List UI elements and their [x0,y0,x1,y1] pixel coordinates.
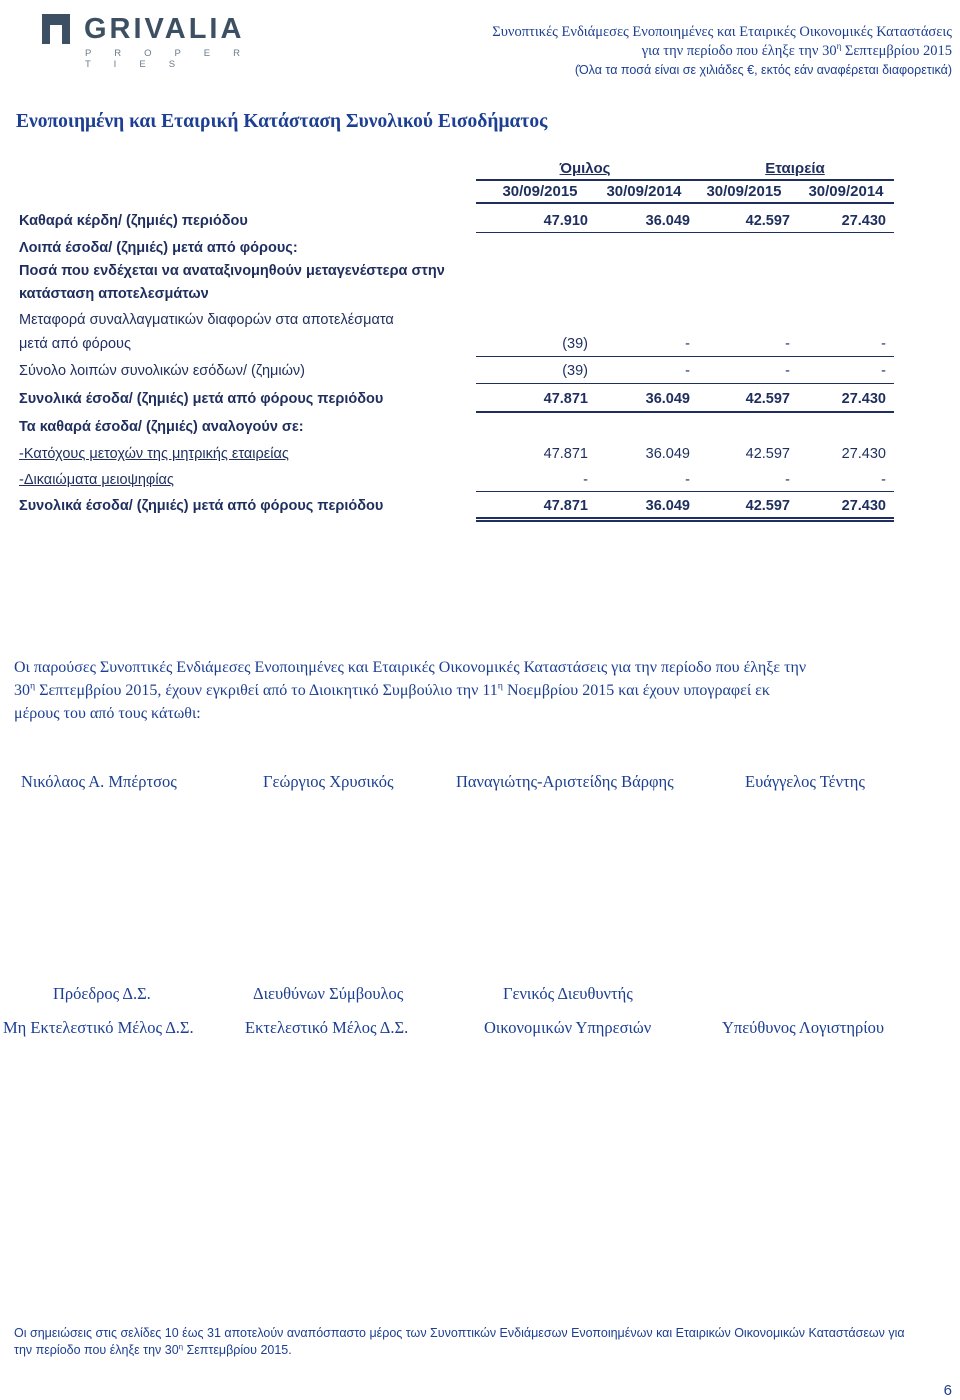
row-value: - [785,363,790,379]
group-header-omilos: Όμιλος [559,160,611,177]
signatory-role: Γενικός Διευθυντής [503,984,633,1003]
row-value: 42.597 [745,446,790,462]
header-rule [476,179,894,181]
row-value: 47.871 [543,498,588,514]
row-value: 47.871 [543,391,588,407]
paragraph-line: Οι παρούσες Συνοπτικές Ενδιάμεσες Ενοποιημένες και Εταιρικές Οικονομικές Καταστάσεις για την περίοδο που έληξε την [14,659,807,676]
row-label: κατάσταση αποτελεσμάτων [19,286,209,302]
footer-note [14,1325,954,1359]
row-value: 36.049 [645,391,690,407]
paragraph-line: μέρους του από τους κάτωθι: [14,705,201,722]
date-header: 30/09/2015 [502,183,578,200]
row-rule [476,356,894,357]
row-label: Συνολικά έσοδα/ (ζημιές) μετά από φόρους περιόδου [19,391,384,407]
row-value: 27.430 [841,446,886,462]
signatory-role: Εκτελεστικό Μέλος Δ.Σ. [245,1018,409,1037]
signatory-name: Γεώργιος Χρυσικός [263,772,394,791]
row-value: 27.430 [841,498,886,514]
row-value: - [881,363,886,379]
row-value: - [785,472,790,488]
signatory-role: Πρόεδρος Δ.Σ. [53,984,151,1003]
group-header-etaireia: Εταιρεία [765,160,825,177]
row-label: Συνολικά έσοδα/ (ζημιές) μετά από φόρους περιόδου [19,498,384,514]
row-label: Λοιπά έσοδα/ (ζημιές) μετά από φόρους: [19,240,298,256]
row-label: -Δικαιώματα μειοψηφίας [19,472,174,488]
row-value: - [685,472,690,488]
header-line-2: για την περίοδο που έληξε την $30^\eta$ Σεπτεμβρίου 2015 [641,41,952,59]
row-rule [476,491,894,492]
signatory-role: Υπεύθυνος Λογιστηρίου [722,1018,885,1037]
logo-name: GRIVALIA [84,13,245,45]
date-header: 30/09/2014 [606,183,682,200]
date-header: 30/09/2014 [808,183,884,200]
footer-line: Οι σημειώσεις στις σελίδες 10 έως 31 αποτελούν αναπόσπαστο μέρος των Συνοπτικών Ενδιάμεσων Ενοποιημένων και Εταιρικών Οικονομικών Καταστάσεων για [14,1326,905,1340]
signatory-name: Παναγιώτης-Αριστείδης Βάρφης [456,772,674,791]
page-title: Ενοποιημένη και Εταιρική Κατάσταση Συνολικού Εισοδήματος [16,111,548,132]
row-value: 27.430 [841,213,886,229]
row-value: (39) [562,336,588,352]
row-rule [476,517,894,519]
row-value: 42.597 [745,391,790,407]
approval-paragraph [14,656,934,725]
row-label: Τα καθαρά έσοδα/ (ζημιές) αναλογούν σε: [19,419,304,435]
signatory-role: Διευθύνων Σύμβουλος [253,984,404,1003]
row-rule [476,383,894,384]
signatory-role: Μη Εκτελεστικό Μέλος Δ.Σ. [3,1018,194,1037]
row-value: 42.597 [745,213,790,229]
row-value: - [881,336,886,352]
row-value: 42.597 [745,498,790,514]
row-rule [476,520,894,522]
logo-subname: P R O P E R T I E S [85,48,251,70]
company-logo [42,10,252,70]
row-value: 36.049 [645,213,690,229]
row-value: - [685,336,690,352]
row-value: - [583,472,588,488]
row-rule [476,232,894,233]
row-value: - [685,363,690,379]
row-value: 27.430 [841,391,886,407]
paragraph-line: $30^\eta$ Σεπτεμβρίου 2015, έχουν εγκριθεί από το Διοικητικό Συμβούλιο την $11^\eta$ Νοεμβρίου 2015 και έχουν υπογραφεί εκ [14,680,770,699]
row-label: Καθαρά κέρδη/ (ζημιές) περιόδου [19,213,248,229]
row-value: (39) [562,363,588,379]
signatory-role: Οικονομικών Υπηρεσιών [484,1018,652,1037]
row-rule [476,411,894,413]
row-value: - [881,472,886,488]
row-value: 36.049 [645,446,690,462]
row-label: Μεταφορά συναλλαγματικών διαφορών στα αποτελέσματα [19,312,394,328]
row-label: Ποσά που ενδέχεται να αναταξινομηθούν μεταγενέστερα στην [19,263,445,279]
signatory-name: Νικόλαος Α. Μπέρτσος [21,772,177,791]
signatory-name: Ευάγγελος Τέντης [745,772,865,791]
page-number: 6 [943,1382,952,1399]
row-value: 36.049 [645,498,690,514]
header-line-3: (Όλα τα ποσά είναι σε χιλιάδες €, εκτός εάν αναφέρεται διαφορετικά) [574,63,952,77]
row-label: μετά από φόρους [19,336,131,352]
row-value: 47.910 [543,213,588,229]
row-label: -Κατόχους μετοχών της μητρικής εταιρείας [19,446,289,462]
row-value: - [785,336,790,352]
logo-mark-icon [42,14,70,44]
header-line-1: Συνοπτικές Ενδιάμεσες Ενοποιημένες και Εταιρικές Οικονομικές Καταστάσεις [492,24,952,40]
footer-line: την περίοδο που έληξε την $30^\eta$ Σεπτεμβρίου 2015. [14,1341,292,1357]
row-label: Σύνολο λοιπών συνολικών εσόδων/ (ζημιών) [19,363,306,379]
header-rule [476,202,894,204]
row-value: 47.871 [543,446,588,462]
date-header: 30/09/2015 [706,183,782,200]
